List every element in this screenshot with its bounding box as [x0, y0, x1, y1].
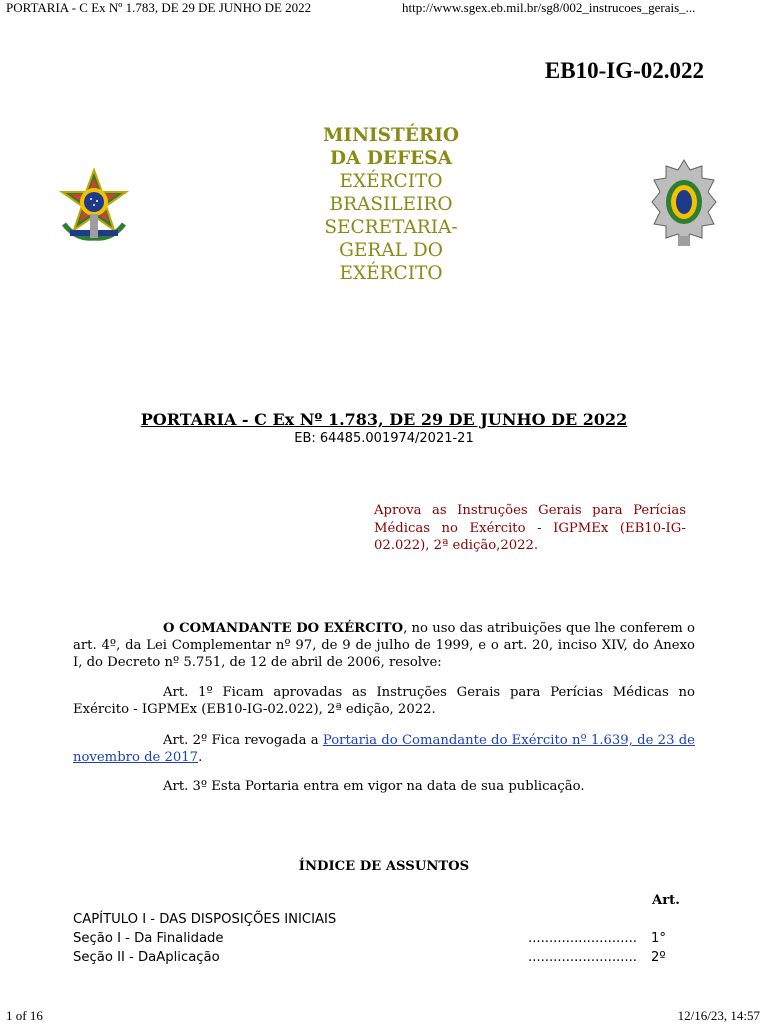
print-footer-datetime: 12/16/23, 14:57 [677, 1008, 760, 1023]
article-2-text: Art. 2º Fica revogada a [163, 733, 323, 748]
print-footer-page: 1 of 16 [6, 1008, 43, 1023]
article-2 [73, 732, 695, 766]
index-row-number: 2º [651, 950, 666, 965]
ministry-line-3: EXÉRCITO [339, 171, 443, 192]
brazil-coat-of-arms-icon [56, 168, 132, 244]
index-row-number: 1° [651, 931, 666, 946]
document-code: EB10-IG-02.022 [544, 58, 704, 83]
article-1: Art. 1º Ficam aprovadas as Instruções Gerais para Perícias Médicas no Exército - IGPMEx (EB10-IG-02.022), 2ª edição, 2022. [73, 685, 695, 717]
ministry-line-6: GERAL DO [339, 240, 443, 261]
portaria-title: PORTARIA - C Ex Nº 1.783, DE 29 DE JUNHO DE 2022 [140, 410, 628, 429]
index-row [73, 911, 685, 928]
index-row [73, 949, 685, 966]
index-row-dots: .......................... [528, 931, 637, 946]
ministry-line-1: MINISTÉRIO [322, 125, 460, 146]
ministry-line-7: EXÉRCITO [339, 263, 443, 284]
revoked-portaria-link[interactable]: Portaria do Comandante do Exército nº 1.639, de 23 de novembro de 2017 [73, 733, 695, 765]
index-row-dots: .......................... [528, 950, 637, 965]
article-3: Art. 3º Esta Portaria entra em vigor na data de sua publicação. [163, 779, 585, 794]
index-art-header: Art. [652, 893, 680, 908]
index-row [73, 930, 685, 947]
army-emblem-icon [650, 158, 718, 250]
ministry-line-5: SECRETARIA- [324, 217, 458, 238]
ministry-line-4: BRASILEIRO [329, 194, 453, 215]
ementa: Aprova as Instruções Gerais para Perícias Médicas no Exército - IGPMEx (EB10-IG-02.022), 2ª edição,2022. [374, 503, 686, 554]
index-row-label: Seção I - Da Finalidade [73, 931, 224, 946]
ministry-line-2: DA DEFESA [330, 148, 452, 169]
index-title: ÍNDICE DE ASSUNTOS [298, 859, 470, 874]
print-header-title: PORTARIA - C Ex Nº 1.783, DE 29 DE JUNHO DE 2022 [6, 0, 312, 15]
portaria-eb-number: EB: 64485.001974/2021-21 [294, 431, 474, 446]
index-row-label: CAPÍTULO I - DAS DISPOSIÇÕES INICIAIS [73, 912, 337, 927]
ministry-header [291, 124, 491, 285]
preamble-text: , no uso das atribuições que lhe conferem o art. 4º, da Lei Complementar nº 97, de 9 de julho de 1999, e o art. 20, inciso XIV, do Anexo I, do Decreto nº 5.751, de 12 de abril de 2006, resolve: [73, 621, 695, 670]
print-header-url: http://www.sgex.eb.mil.br/sg8/002_instrucoes_gerais_... [402, 0, 696, 15]
preamble-paragraph [73, 620, 695, 671]
index-row-label: Seção II - DaAplicação [73, 950, 220, 965]
article-2-end: . [198, 750, 203, 765]
commander-title: O COMANDANTE DO EXÉRCITO [163, 621, 404, 636]
